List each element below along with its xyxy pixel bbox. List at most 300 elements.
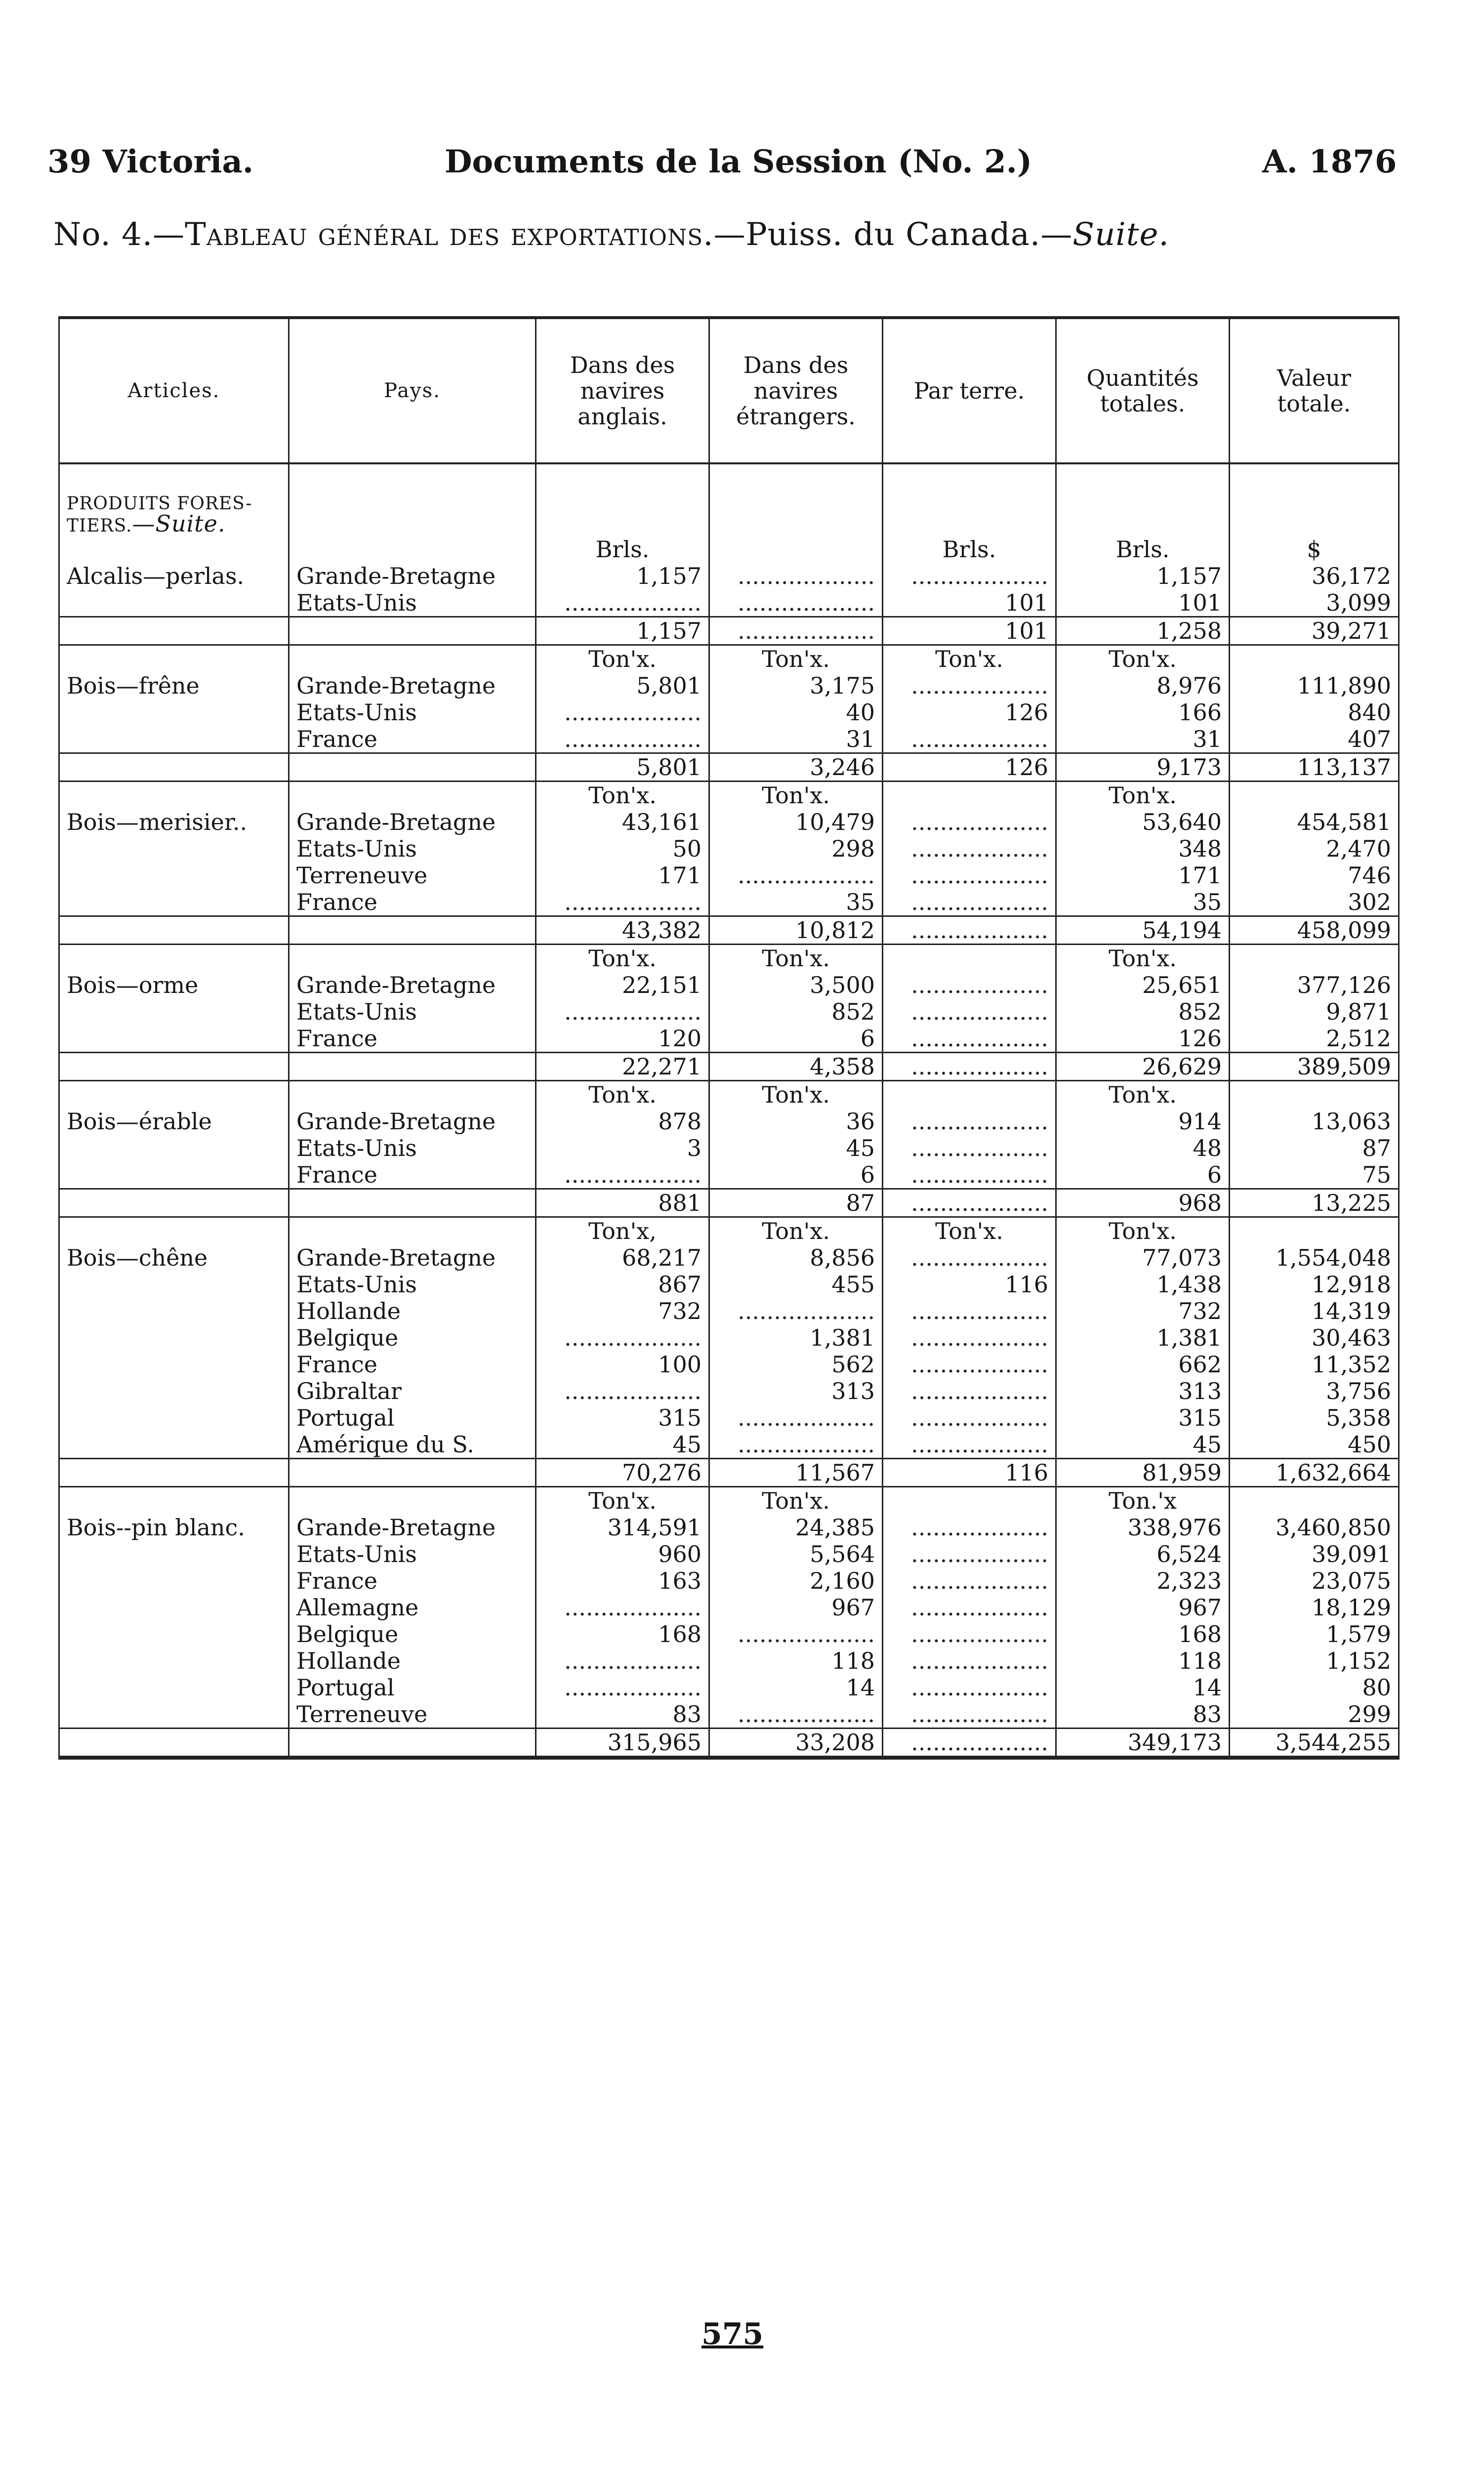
article-name: Bois—merisier.. [59, 809, 289, 835]
subtotal-value: 3,544,255 [1230, 1729, 1399, 1758]
subtotal-row [59, 1729, 1399, 1758]
article-name: Alcalis—perlas. [59, 563, 289, 589]
value-cell: 1,157 [536, 563, 709, 589]
article-name: Bois—frêne [59, 672, 289, 699]
leader-dots: ................... [536, 1161, 709, 1189]
value-cell: 2,512 [1230, 1025, 1399, 1053]
article-cell [59, 1567, 289, 1594]
table-row [59, 699, 1399, 726]
unit-article-cell [59, 1487, 289, 1515]
country-name: Terreneuve [289, 862, 536, 889]
subtotal-pays-cell [289, 916, 536, 945]
value-cell: 18,129 [1230, 1594, 1399, 1621]
leader-dots: ................... [536, 699, 709, 726]
article-cell [59, 1701, 289, 1729]
unit-label: Ton'x. [1056, 945, 1230, 972]
value-cell: 407 [1230, 726, 1399, 753]
col-header-valeur: Valeur totale. [1230, 318, 1399, 463]
value-cell: 13,063 [1230, 1108, 1399, 1135]
country-name: Etats-Unis [289, 1541, 536, 1567]
unit-label: Ton'x. [536, 782, 709, 809]
article-name: Bois—orme [59, 972, 289, 998]
value-cell: 6 [709, 1025, 883, 1053]
value-cell: 2,160 [709, 1567, 883, 1594]
table-row [59, 835, 1399, 862]
country-name: Allemagne [289, 1594, 536, 1621]
unit-pays-cell [289, 945, 536, 972]
value-cell: 878 [536, 1108, 709, 1135]
subtotal-value: 70,276 [536, 1459, 709, 1487]
article-cell [59, 1161, 289, 1189]
unit-label: Ton.'x [1056, 1487, 1230, 1515]
country-name: Etats-Unis [289, 1271, 536, 1298]
article-cell [59, 889, 289, 916]
value-cell: 302 [1230, 889, 1399, 916]
value-cell: 75 [1230, 1161, 1399, 1189]
country-name: Etats-Unis [289, 998, 536, 1025]
subtotal-row [59, 617, 1399, 645]
unit-pays-cell [289, 782, 536, 809]
value-cell: 6 [709, 1161, 883, 1189]
leader-dots: ................... [883, 1647, 1056, 1674]
article-cell [59, 1594, 289, 1621]
leader-dots: ................... [883, 889, 1056, 916]
section-cell [1056, 463, 1230, 536]
leader-dots: ................... [883, 1161, 1056, 1189]
value-cell: 166 [1056, 699, 1230, 726]
leader-dots: ................... [709, 1701, 883, 1729]
subtotal-article-cell [59, 617, 289, 645]
article-cell [59, 1271, 289, 1298]
table-row [59, 1647, 1399, 1674]
country-name: Hollande [289, 1298, 536, 1324]
section-label-text: PRODUITS FORES-TIERS. [67, 494, 252, 536]
subtotal-article-cell [59, 1189, 289, 1217]
country-name: France [289, 1567, 536, 1594]
country-name: Etats-Unis [289, 699, 536, 726]
unit-label [1230, 945, 1399, 972]
table-row [59, 1674, 1399, 1701]
value-cell: 1,381 [1056, 1324, 1230, 1351]
leader-dots: ................... [883, 672, 1056, 699]
table-region: —Puiss. du Canada.— [713, 216, 1073, 253]
value-cell: 23,075 [1230, 1567, 1399, 1594]
subtotal-value: 389,509 [1230, 1053, 1399, 1081]
value-cell: 455 [709, 1271, 883, 1298]
value-cell: 6,524 [1056, 1541, 1230, 1567]
value-cell: 1,381 [709, 1324, 883, 1351]
country-name: Etats-Unis [289, 589, 536, 617]
value-cell: 45 [1056, 1431, 1230, 1459]
article-cell [59, 1674, 289, 1701]
leader-dots: ................... [709, 589, 883, 617]
table-row [59, 1244, 1399, 1271]
leader-dots: ................... [883, 1404, 1056, 1431]
article-cell [59, 1135, 289, 1161]
unit-label [709, 536, 883, 563]
article-cell [59, 1621, 289, 1647]
subtotal-value: 101 [883, 617, 1056, 645]
unit-label [1230, 1081, 1399, 1109]
unit-label: Ton'x, [536, 1217, 709, 1245]
subtotal-value: 22,271 [536, 1053, 709, 1081]
leader-dots: ................... [883, 998, 1056, 1025]
leader-dots: ................... [883, 1324, 1056, 1351]
subtotal-value: 26,629 [1056, 1053, 1230, 1081]
leader-dots: ................... [883, 1298, 1056, 1324]
article-cell [59, 1431, 289, 1459]
leader-dots: ................... [883, 835, 1056, 862]
leader-dots: ................... [883, 1621, 1056, 1647]
value-cell: 313 [1056, 1378, 1230, 1404]
article-name: Bois—érable [59, 1108, 289, 1135]
table-row [59, 1108, 1399, 1135]
value-cell: 1,152 [1230, 1647, 1399, 1674]
leader-dots: ................... [883, 1135, 1056, 1161]
value-cell: 101 [1056, 589, 1230, 617]
value-cell: 12,918 [1230, 1271, 1399, 1298]
table-row [59, 862, 1399, 889]
value-cell: 914 [1056, 1108, 1230, 1135]
subtotal-row [59, 753, 1399, 782]
table-row [59, 563, 1399, 589]
value-cell: 3,460,850 [1230, 1514, 1399, 1541]
table-row [59, 1567, 1399, 1594]
leader-dots: ................... [883, 1594, 1056, 1621]
value-cell: 313 [709, 1378, 883, 1404]
value-cell: 168 [1056, 1621, 1230, 1647]
article-cell [59, 1378, 289, 1404]
subtotal-value: 11,567 [709, 1459, 883, 1487]
subtotal-value: 54,194 [1056, 916, 1230, 945]
unit-row [59, 945, 1399, 972]
value-cell: 960 [536, 1541, 709, 1567]
unit-label [883, 1081, 1056, 1109]
value-cell: 83 [1056, 1701, 1230, 1729]
unit-label: Ton'x. [883, 645, 1056, 673]
unit-article-cell [59, 536, 289, 563]
unit-label: Ton'x. [709, 1217, 883, 1245]
table-row [59, 972, 1399, 998]
table-row [59, 1431, 1399, 1459]
leader-dots: ................... [883, 1701, 1056, 1729]
table-row [59, 1025, 1399, 1053]
value-cell: 967 [709, 1594, 883, 1621]
unit-article-cell [59, 945, 289, 972]
leader-dots: ................... [536, 1324, 709, 1351]
subtotal-row [59, 1053, 1399, 1081]
subtotal-value: 1,258 [1056, 617, 1230, 645]
leader-dots: ................... [709, 563, 883, 589]
value-cell: 338,976 [1056, 1514, 1230, 1541]
table-row [59, 1404, 1399, 1431]
subtotal-value: 126 [883, 753, 1056, 782]
section-label [59, 463, 289, 536]
leader-dots: ................... [536, 1674, 709, 1701]
unit-label: Brls. [1056, 536, 1230, 563]
value-cell: 3 [536, 1135, 709, 1161]
country-name: France [289, 1025, 536, 1053]
header-center: Documents de la Session (No. 2.) [445, 143, 1032, 180]
unit-row [59, 782, 1399, 809]
country-name: France [289, 726, 536, 753]
leader-dots: ................... [883, 1567, 1056, 1594]
country-name: France [289, 1351, 536, 1378]
value-cell: 120 [536, 1025, 709, 1053]
unit-label [1230, 1487, 1399, 1515]
leader-dots: ................... [883, 1431, 1056, 1459]
subtotal-value: 4,358 [709, 1053, 883, 1081]
value-cell: 5,564 [709, 1541, 883, 1567]
subtotal-pays-cell [289, 1459, 536, 1487]
unit-label: Brls. [536, 536, 709, 563]
value-cell: 662 [1056, 1351, 1230, 1378]
value-cell: 22,151 [536, 972, 709, 998]
value-cell: 83 [536, 1701, 709, 1729]
unit-label: Ton'x. [1056, 1217, 1230, 1245]
table-title [53, 216, 1169, 253]
value-cell: 163 [536, 1567, 709, 1594]
leader-dots: ................... [536, 1647, 709, 1674]
article-cell [59, 589, 289, 617]
value-cell: 10,479 [709, 809, 883, 835]
value-cell: 80 [1230, 1674, 1399, 1701]
article-cell [59, 1324, 289, 1351]
value-cell: 36,172 [1230, 563, 1399, 589]
unit-article-cell [59, 782, 289, 809]
value-cell: 126 [883, 699, 1056, 726]
article-cell [59, 1541, 289, 1567]
unit-row [59, 1487, 1399, 1515]
unit-label: Ton'x. [883, 1217, 1056, 1245]
table-row [59, 1621, 1399, 1647]
unit-row [59, 1217, 1399, 1245]
subtotal-value: 458,099 [1230, 916, 1399, 945]
leader-dots: ................... [536, 998, 709, 1025]
table-row [59, 1161, 1399, 1189]
value-cell: 168 [536, 1621, 709, 1647]
value-cell: 118 [1056, 1647, 1230, 1674]
subtotal-value: 9,173 [1056, 753, 1230, 782]
leader-dots: ................... [883, 1244, 1056, 1271]
value-cell: 14 [709, 1674, 883, 1701]
table-row [59, 1271, 1399, 1298]
value-cell: 126 [1056, 1025, 1230, 1053]
exports-table [58, 316, 1400, 1760]
subtotal-pays-cell [289, 1729, 536, 1758]
country-name: Grande-Bretagne [289, 1108, 536, 1135]
unit-article-cell [59, 645, 289, 673]
section-row [59, 463, 1399, 536]
unit-label: Ton'x. [536, 1081, 709, 1109]
subtotal-article-cell [59, 1459, 289, 1487]
col-header-navires-anglais: Dans des navires anglais. [536, 318, 709, 463]
value-cell: 732 [1056, 1298, 1230, 1324]
subtotal-value: 87 [709, 1189, 883, 1217]
subtotal-pays-cell [289, 1053, 536, 1081]
country-name: Belgique [289, 1324, 536, 1351]
unit-row [59, 1081, 1399, 1109]
country-name: Grande-Bretagne [289, 972, 536, 998]
col-header-articles: Articles. [59, 318, 289, 463]
header-row [59, 318, 1399, 463]
value-cell: 77,073 [1056, 1244, 1230, 1271]
col-header-quantites: Quantités totales. [1056, 318, 1230, 463]
value-cell: 43,161 [536, 809, 709, 835]
value-cell: 8,976 [1056, 672, 1230, 699]
unit-label [1230, 645, 1399, 673]
unit-label [883, 945, 1056, 972]
table-row [59, 1514, 1399, 1541]
leader-dots: ................... [883, 1514, 1056, 1541]
table-title-text: —Tableau général des exportations. [153, 216, 714, 253]
country-name: Etats-Unis [289, 1135, 536, 1161]
value-cell: 116 [883, 1271, 1056, 1298]
leader-dots: ................... [883, 1053, 1056, 1081]
page-number: 575 [701, 2317, 764, 2351]
value-cell: 5,801 [536, 672, 709, 699]
subtotal-pays-cell [289, 1189, 536, 1217]
value-cell: 454,581 [1230, 809, 1399, 835]
value-cell: 48 [1056, 1135, 1230, 1161]
unit-label: Ton'x. [1056, 645, 1230, 673]
table-row [59, 1298, 1399, 1324]
subtotal-pays-cell [289, 753, 536, 782]
section-cell [536, 463, 709, 536]
table-row [59, 672, 1399, 699]
leader-dots: ................... [883, 1108, 1056, 1135]
leader-dots: ................... [883, 1189, 1056, 1217]
table-row [59, 1378, 1399, 1404]
value-cell: 53,640 [1056, 809, 1230, 835]
unit-label: Ton'x. [1056, 1081, 1230, 1109]
header-left: 39 Victoria. [47, 143, 254, 180]
value-cell: 2,323 [1056, 1567, 1230, 1594]
leader-dots: ................... [883, 1541, 1056, 1567]
subtotal-value: 1,157 [536, 617, 709, 645]
leader-dots: ................... [883, 1674, 1056, 1701]
value-cell: 314,591 [536, 1514, 709, 1541]
value-cell: 87 [1230, 1135, 1399, 1161]
subtotal-value: 13,225 [1230, 1189, 1399, 1217]
section-cell [289, 463, 536, 536]
table-body [59, 463, 1399, 1758]
value-cell: 1,157 [1056, 563, 1230, 589]
leader-dots: ................... [883, 1025, 1056, 1053]
country-name: Grande-Bretagne [289, 1514, 536, 1541]
country-name: Amérique du S. [289, 1431, 536, 1459]
value-cell: 5,358 [1230, 1404, 1399, 1431]
subtotal-value: 349,173 [1056, 1729, 1230, 1758]
article-cell [59, 1647, 289, 1674]
value-cell: 40 [709, 699, 883, 726]
unit-label: Ton'x. [709, 645, 883, 673]
value-cell: 315 [536, 1404, 709, 1431]
value-cell: 852 [709, 998, 883, 1025]
subtotal-article-cell [59, 753, 289, 782]
value-cell: 1,579 [1230, 1621, 1399, 1647]
value-cell: 1,438 [1056, 1271, 1230, 1298]
table-row [59, 889, 1399, 916]
value-cell: 299 [1230, 1701, 1399, 1729]
value-cell: 31 [1056, 726, 1230, 753]
col-header-pays: Pays. [289, 318, 536, 463]
value-cell: 30,463 [1230, 1324, 1399, 1351]
table-row [59, 589, 1399, 617]
article-cell [59, 1351, 289, 1378]
leader-dots: ................... [536, 589, 709, 617]
subtotal-row [59, 1459, 1399, 1487]
unit-label: Ton'x. [536, 945, 709, 972]
unit-pays-cell [289, 1081, 536, 1109]
subtotal-article-cell [59, 916, 289, 945]
unit-article-cell [59, 1081, 289, 1109]
value-cell: 39,091 [1230, 1541, 1399, 1567]
leader-dots: ................... [709, 617, 883, 645]
unit-label [883, 782, 1056, 809]
leader-dots: ................... [883, 1351, 1056, 1378]
value-cell: 50 [536, 835, 709, 862]
article-cell [59, 699, 289, 726]
country-name: Terreneuve [289, 1701, 536, 1729]
value-cell: 31 [709, 726, 883, 753]
subtotal-value: 10,812 [709, 916, 883, 945]
section-cell [1230, 463, 1399, 536]
value-cell: 852 [1056, 998, 1230, 1025]
country-name: France [289, 1161, 536, 1189]
value-cell: 840 [1230, 699, 1399, 726]
country-name: Grande-Bretagne [289, 672, 536, 699]
unit-label: Ton'x. [709, 782, 883, 809]
subtotal-row [59, 1189, 1399, 1217]
leader-dots: ................... [536, 1594, 709, 1621]
subtotal-value: 113,137 [1230, 753, 1399, 782]
section-suite: —Suite. [132, 510, 226, 536]
unit-article-cell [59, 1217, 289, 1245]
unit-label: $ [1230, 536, 1399, 563]
leader-dots: ................... [883, 726, 1056, 753]
table-row [59, 809, 1399, 835]
section-cell [709, 463, 883, 536]
subtotal-value: 116 [883, 1459, 1056, 1487]
value-cell: 1,554,048 [1230, 1244, 1399, 1271]
country-name: Portugal [289, 1404, 536, 1431]
value-cell: 3,175 [709, 672, 883, 699]
unit-row [59, 645, 1399, 673]
value-cell: 111,890 [1230, 672, 1399, 699]
value-cell: 315 [1056, 1404, 1230, 1431]
value-cell: 8,856 [709, 1244, 883, 1271]
article-cell [59, 1298, 289, 1324]
value-cell: 562 [709, 1351, 883, 1378]
article-name: Bois—chêne [59, 1244, 289, 1271]
value-cell: 967 [1056, 1594, 1230, 1621]
value-cell: 867 [536, 1271, 709, 1298]
header-right: A. 1876 [1262, 143, 1397, 180]
unit-pays-cell [289, 1487, 536, 1515]
article-name: Bois--pin blanc. [59, 1514, 289, 1541]
unit-label [1230, 1217, 1399, 1245]
table-row [59, 998, 1399, 1025]
leader-dots: ................... [709, 1298, 883, 1324]
value-cell: 171 [536, 862, 709, 889]
leader-dots: ................... [709, 1404, 883, 1431]
unit-pays-cell [289, 645, 536, 673]
value-cell: 3,500 [709, 972, 883, 998]
subtotal-value: 968 [1056, 1189, 1230, 1217]
leader-dots: ................... [709, 1431, 883, 1459]
unit-label: Ton'x. [536, 645, 709, 673]
